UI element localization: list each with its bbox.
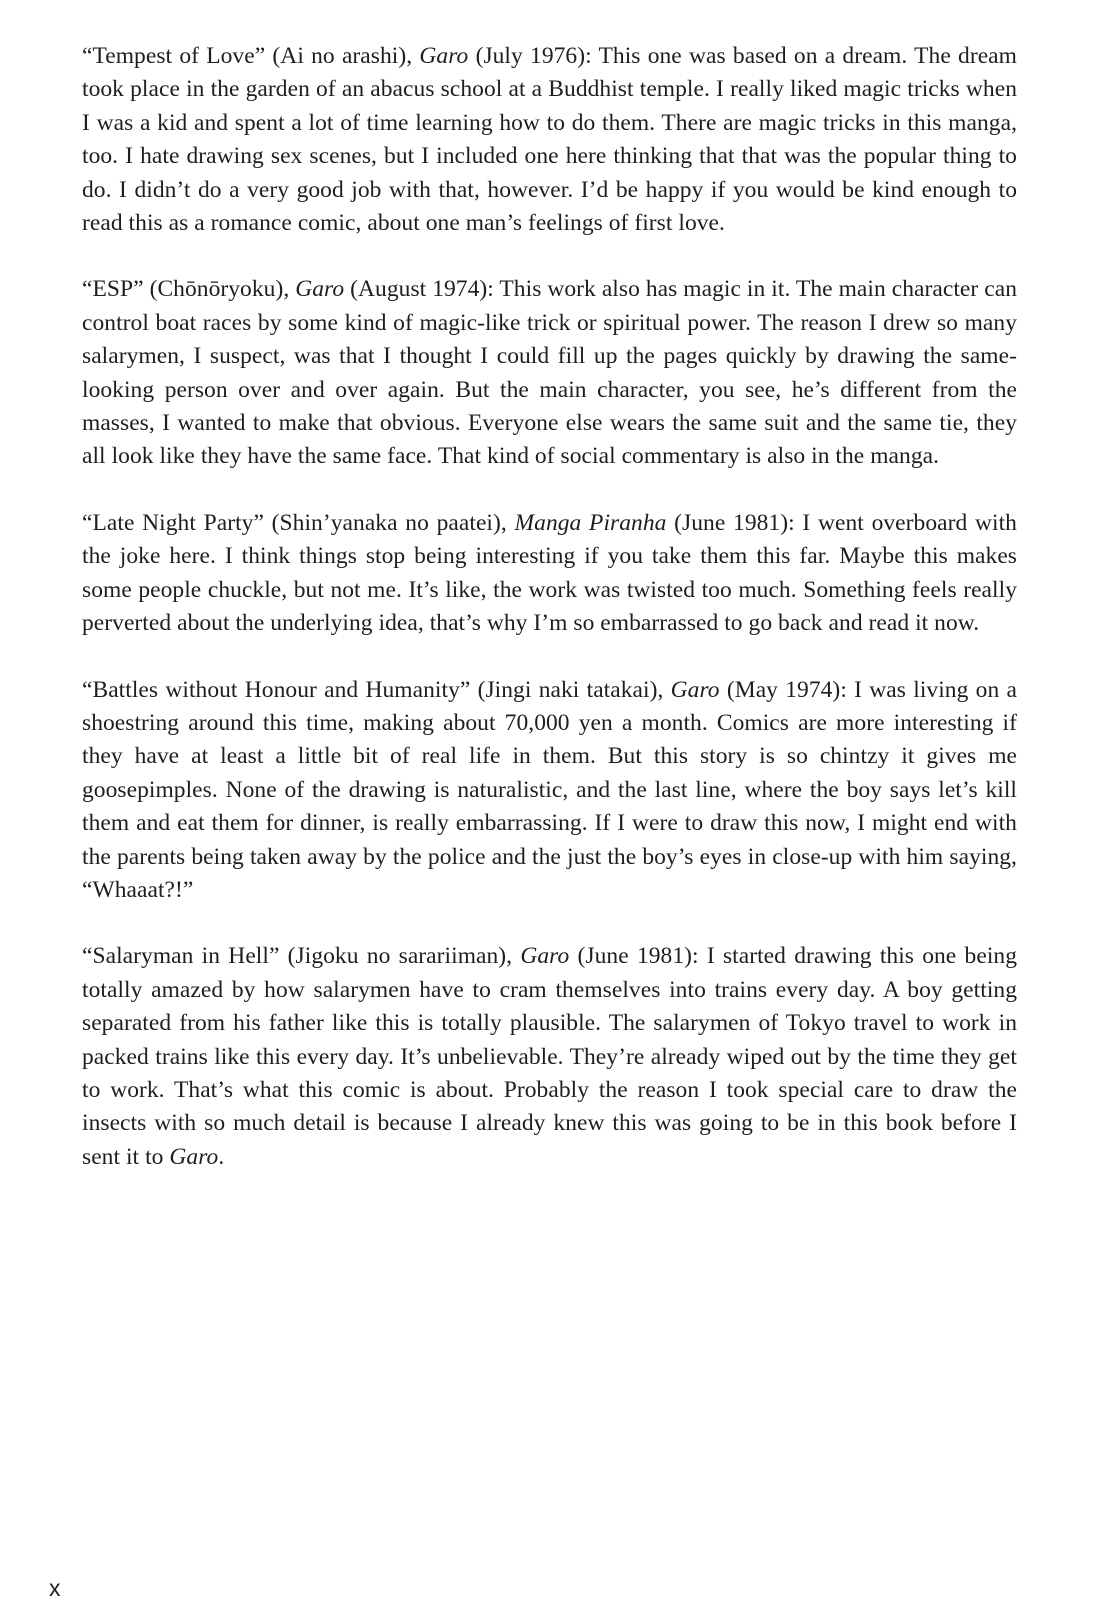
entry-title: “Battles without Honour and Humanity” bbox=[82, 676, 471, 703]
entry-magazine: Garo bbox=[295, 276, 345, 303]
entry-text: : I was living on a shoestring around this time, making about 70,000 yen a month. Comics are more interesting if they have at least a little bit of real life in them. But this story is so chintzy it gives me goosepimples. None of the drawing is naturalistic, and the last line, where the boy says let’s kill them and eat them for dinner, is really embarrassing. If I were to draw this now, I might end with the parents being taken away by the police and the just the boy’s eyes in close-up with him saying, “Whaaat?!” bbox=[82, 676, 1017, 903]
entry-late-night-party bbox=[82, 507, 1017, 641]
entry-text: : I went overboard with the joke here. I think things stop being interesting if you take them this far. Maybe this makes some people chuckle, but not me. It’s like, the work was twisted too much. Something feels really perverted about the underlying idea, that’s why I’m so embarrassed to go back and read it now. bbox=[82, 509, 1017, 637]
entry-original-title: (Ai no arashi), bbox=[265, 43, 420, 69]
entry-magazine: Manga Piranha bbox=[514, 509, 667, 536]
entry-date: (May 1974) bbox=[719, 676, 841, 703]
entry-original-title: (Chōnōryoku), bbox=[143, 276, 296, 303]
entry-original-title: (Shin’yanaka no paatei), bbox=[263, 509, 515, 536]
entry-end-magazine: Garo bbox=[169, 1143, 219, 1170]
entry-title: “Tempest of Love” bbox=[82, 43, 266, 69]
entry-date: (June 1981) bbox=[666, 509, 789, 536]
entry-salaryman-in-hell bbox=[82, 940, 1017, 1174]
entry-title: “Salaryman in Hell” bbox=[82, 943, 280, 970]
entry-title: “ESP” bbox=[82, 276, 144, 303]
entry-original-title: (Jigoku no sarariiman), bbox=[279, 943, 521, 970]
entry-magazine: Garo bbox=[419, 43, 469, 69]
entry-date: (July 1976) bbox=[468, 43, 586, 69]
entry-battles-without-honour bbox=[82, 674, 1017, 908]
entry-text: : I started drawing this one being totally amazed by how salarymen have to cram themselves into trains every day. A boy getting separated from his father like this is totally plausible. The salarymen of Tokyo travel to work in packed trains like this every day. It’s unbelievable. They’re already wiped out by the time they get to work. That’s what this comic is about. Probably the reason I took special care to draw the insects with so much detail is because I already knew this was going to be in this book before I sent it to bbox=[82, 943, 1017, 1170]
entry-original-title: (Jingi naki tatakai), bbox=[470, 676, 671, 703]
entry-end-punct: . bbox=[218, 1143, 225, 1170]
entry-tempest-of-love bbox=[82, 40, 1017, 240]
entry-date: (June 1981) bbox=[569, 943, 693, 970]
entry-magazine: Garo bbox=[520, 943, 570, 970]
entry-text: : This one was based on a dream. The dream took place in the garden of an abacus school at a Buddhist temple. I really liked magic tricks when I was a kid and spent a lot of time learning how to do them. There are magic tricks in this manga, too. I hate drawing sex scenes, but I included one here thinking that that was the popular thing to do. I didn’t do a very good job with that, however. I’d be happy if you would be kind enough to read this as a romance comic, about one man’s feelings of first love. bbox=[82, 43, 1017, 237]
page-number: x bbox=[49, 1575, 61, 1601]
entry-magazine: Garo bbox=[670, 676, 720, 703]
entry-text: : This work also has magic in it. The main character can control boat races by some kind of magic-like trick or spiritual power. The reason I drew so many salarymen, I suspect, was that I thought I could fill up the pages quickly by drawing the same-looking person over and over again. But the main character, you see, he’s different from the masses, I wanted to make that obvious. Everyone else wears the same suit and the same tie, they all look like they have the same face. That kind of social commentary is also in the manga. bbox=[82, 276, 1017, 470]
page-body bbox=[82, 40, 1017, 1207]
entry-title: “Late Night Party” bbox=[82, 509, 264, 536]
entry-esp bbox=[82, 273, 1017, 473]
entry-date: (August 1974) bbox=[344, 276, 488, 303]
